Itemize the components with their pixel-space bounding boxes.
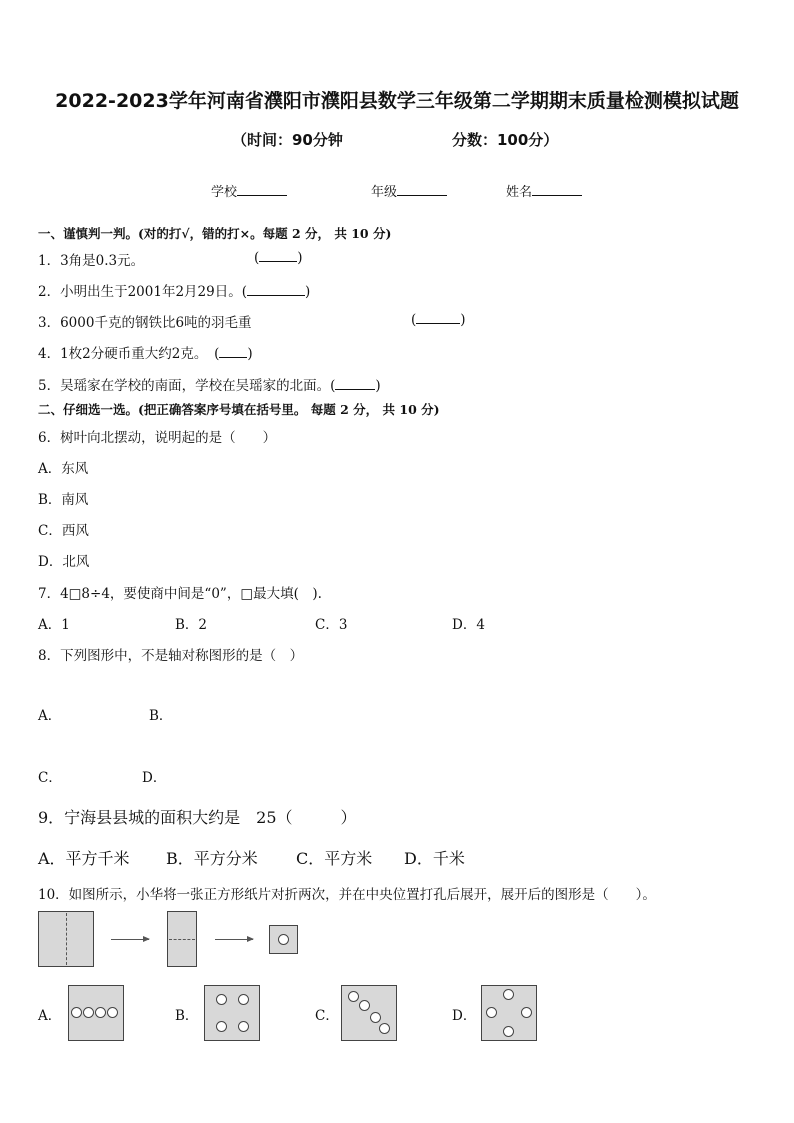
name-field[interactable] xyxy=(506,181,582,200)
answer-1[interactable]: ( ) xyxy=(254,250,303,266)
hole-icon xyxy=(216,1021,227,1032)
q7-option-b[interactable]: B．2 xyxy=(175,617,208,633)
question-9: 9．宁海县县城的面积大约是 25（ ） xyxy=(38,808,357,827)
q8-option-d[interactable]: D． xyxy=(142,770,167,786)
grade-field[interactable] xyxy=(371,181,447,200)
hole-icon xyxy=(83,1007,94,1018)
grade-blank[interactable] xyxy=(397,183,447,196)
q6-option-b[interactable]: B．南风 xyxy=(38,492,89,508)
arrow-icon xyxy=(215,939,253,940)
grade-label: 年级 xyxy=(371,185,398,200)
q10-option-d[interactable]: D． xyxy=(452,1008,477,1024)
hole-icon xyxy=(107,1007,118,1018)
hole-icon xyxy=(370,1012,381,1023)
hole-icon xyxy=(238,1021,249,1032)
q9-option-b[interactable]: B．平方分米 xyxy=(166,849,258,868)
q9-option-a[interactable]: A．平方千米 xyxy=(38,849,130,868)
fold-line-horizontal xyxy=(169,939,195,940)
question-7: 7．4□8÷4，要使商中间是“0”，□最大填( ). xyxy=(38,586,322,602)
hole-icon xyxy=(238,994,249,1005)
hole-icon xyxy=(95,1007,106,1018)
question-1: 1．3角是0.3元。 xyxy=(38,253,145,269)
q8-option-c[interactable]: C． xyxy=(38,770,62,786)
q10-option-c-figure[interactable] xyxy=(341,985,397,1041)
exam-score: 分数：100分） xyxy=(452,131,559,149)
name-blank[interactable] xyxy=(532,183,582,196)
q10-option-d-figure[interactable] xyxy=(481,985,537,1041)
q8-option-a[interactable]: A． xyxy=(38,708,62,724)
answer-3[interactable]: ( ) xyxy=(411,312,466,328)
section2-heading: 二、仔细选一选。(把正确答案序号填在括号里。 每题 2 分， 共 10 分) xyxy=(38,402,440,417)
school-field[interactable] xyxy=(211,181,287,200)
section1-heading: 一、谨慎判一判。(对的打√，错的打×。每题 2 分， 共 10 分) xyxy=(38,226,392,241)
q8-option-b[interactable]: B． xyxy=(149,708,173,724)
hole-icon xyxy=(359,1000,370,1011)
school-label: 学校 xyxy=(211,185,238,200)
hole-icon xyxy=(348,991,359,1002)
q9-option-c[interactable]: C．平方米 xyxy=(296,849,373,868)
hole-icon xyxy=(503,1026,514,1037)
name-label: 姓名 xyxy=(506,185,533,200)
q10-option-a[interactable]: A． xyxy=(38,1008,62,1024)
q10-option-c[interactable]: C． xyxy=(315,1008,339,1024)
q10-option-b-figure[interactable] xyxy=(204,985,260,1041)
q10-option-a-figure[interactable] xyxy=(68,985,124,1041)
question-6: 6．树叶向北摆动，说明起的是（ ） xyxy=(38,430,277,446)
hole-icon xyxy=(216,994,227,1005)
hole-icon xyxy=(379,1023,390,1034)
arrow-icon xyxy=(111,939,149,940)
exam-time: （时间：90分钟 xyxy=(232,131,343,149)
question-3: 3．6000千克的钢铁比6吨的羽毛重 xyxy=(38,315,252,331)
hole-icon xyxy=(71,1007,82,1018)
hole-icon xyxy=(486,1007,497,1018)
q6-option-d[interactable]: D．北风 xyxy=(38,554,90,570)
question-2: 2．小明出生于2001年2月29日。( ) xyxy=(38,284,311,300)
paper-folded-twice xyxy=(269,925,298,954)
q6-option-a[interactable]: A．东风 xyxy=(38,461,89,477)
q7-option-d[interactable]: D．4 xyxy=(452,617,485,633)
school-blank[interactable] xyxy=(237,183,287,196)
hole-icon xyxy=(503,989,514,1000)
q9-option-d[interactable]: D．千米 xyxy=(404,849,465,868)
q6-option-c[interactable]: C．西风 xyxy=(38,523,89,539)
q7-option-a[interactable]: A．1 xyxy=(38,617,70,633)
hole-icon xyxy=(521,1007,532,1018)
hole-icon xyxy=(278,934,289,945)
q7-option-c[interactable]: C．3 xyxy=(315,617,348,633)
page-title: 2022-2023学年河南省濮阳市濮阳县数学三年级第二学期期末质量检测模拟试题 xyxy=(55,90,739,112)
q10-option-b[interactable]: B． xyxy=(175,1008,199,1024)
question-4: 4．1枚2分硬币重大约2克。 ( ) xyxy=(38,346,253,362)
question-10: 10．如图所示，小华将一张正方形纸片对折两次，并在中央位置打孔后展开，展开后的图形是（ ）。 xyxy=(38,887,656,903)
fold-line-vertical xyxy=(66,913,67,965)
question-5: 5．吴瑶家在学校的南面，学校在吴瑶家的北面。( ) xyxy=(38,378,381,394)
question-8: 8．下列图形中，不是轴对称图形的是（ ） xyxy=(38,648,304,664)
